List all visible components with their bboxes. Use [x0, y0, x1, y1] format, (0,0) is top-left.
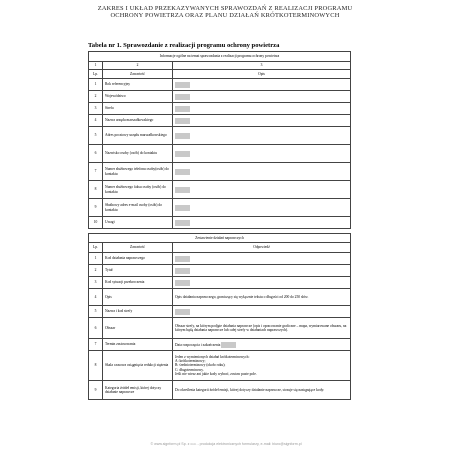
- column-number: 3: [173, 62, 351, 70]
- row-number: 9: [89, 381, 103, 400]
- table-row: [89, 127, 351, 145]
- row-label: Tytuł: [103, 265, 173, 277]
- row-number: 10: [89, 217, 103, 229]
- row-label: Termin zastosowania: [103, 339, 173, 351]
- table-row: [89, 115, 351, 127]
- row-number: 6: [89, 145, 103, 163]
- row-label: Nazwa i kod strefy: [103, 306, 173, 318]
- row-label: Numer służbowego telefonu osoby(osób) do kontaktu: [103, 163, 173, 181]
- input-field[interactable]: [175, 280, 190, 286]
- row-number: 2: [89, 91, 103, 103]
- row-number: 6: [89, 318, 103, 339]
- row-number: 1: [89, 79, 103, 91]
- input-field[interactable]: [221, 342, 236, 348]
- column-header-opis: Opis: [173, 70, 351, 79]
- table-row: [89, 79, 351, 91]
- column-header-odpowiedz: Odpowiedź: [173, 243, 351, 253]
- input-field[interactable]: [175, 133, 190, 139]
- input-field[interactable]: [175, 309, 190, 315]
- input-cell[interactable]: [173, 79, 351, 91]
- column-header-lp: Lp.: [89, 243, 103, 253]
- row-number: 1: [89, 253, 103, 265]
- row-number: 3: [89, 277, 103, 289]
- table-row: [89, 103, 351, 115]
- answer-cell[interactable]: Opis działania naprawczego, graniczący się wyłącznie tekstu o długości od 200 do 250 słów.: [173, 289, 351, 306]
- input-cell[interactable]: [173, 217, 351, 229]
- input-cell[interactable]: [173, 163, 351, 181]
- row-number: 8: [89, 351, 103, 381]
- input-field[interactable]: [175, 82, 190, 88]
- input-field[interactable]: [175, 205, 190, 211]
- report-info-table: [88, 51, 351, 229]
- row-number: 3: [89, 103, 103, 115]
- input-cell[interactable]: [173, 127, 351, 145]
- column-header-lp: Lp.: [89, 70, 103, 79]
- option-item: B: średnioterminowy (około roku);: [175, 363, 226, 368]
- table-row: [89, 163, 351, 181]
- row-label: Służbowy adres e-mail osoby (osób) do kontaktu: [103, 199, 173, 217]
- input-field[interactable]: [175, 151, 190, 157]
- row-label: Skala czasowa osiągnięcia redukcji stężenia: [103, 351, 173, 381]
- input-field[interactable]: [175, 187, 190, 193]
- input-cell[interactable]: [173, 145, 351, 163]
- answer-cell[interactable]: [173, 351, 351, 381]
- page-title-line-2: OCHRONY POWIETRZA ORAZ PLANU DZIAŁAŃ KRÓTKOTERMINOWYCH: [110, 12, 340, 19]
- row-number: 2: [89, 265, 103, 277]
- table-row: [89, 306, 351, 318]
- row-label: Kod działania naprawczego: [103, 253, 173, 265]
- row-label: Obszar: [103, 318, 173, 339]
- table-row: [89, 318, 351, 339]
- row-label: Nazwisko osoby (osób) do kontaktu: [103, 145, 173, 163]
- column-number: 1: [89, 62, 103, 70]
- input-field[interactable]: [175, 220, 190, 226]
- row-label: Opis: [103, 289, 173, 306]
- table-row: [89, 381, 351, 400]
- table-row: [89, 351, 351, 381]
- input-cell[interactable]: [173, 199, 351, 217]
- table-row: [89, 217, 351, 229]
- input-field[interactable]: [175, 94, 190, 100]
- page-title-line-1: ZAKRES I UKŁAD PRZEKAZYWANYCH SPRAWOZDAŃ Z REALIZACJI PROGRAMU: [97, 5, 353, 12]
- table-caption: Tabela nr 1. Sprawozdanie z realizacji programu ochrony powietrza: [88, 42, 280, 49]
- row-number: 4: [89, 115, 103, 127]
- row-label: Kod sytuacji przekroczenia: [103, 277, 173, 289]
- page-footer: © www.signform.pl Sp. z o.o. - produkcja elektronicznych formularzy, e-mail: biuro@signform.pl: [150, 442, 302, 446]
- table-row: [89, 199, 351, 217]
- input-cell[interactable]: [173, 103, 351, 115]
- table-row: [89, 277, 351, 289]
- row-number: 9: [89, 199, 103, 217]
- column-number: 2: [103, 62, 173, 70]
- table-row: [89, 91, 351, 103]
- row-number: 5: [89, 127, 103, 145]
- page-title: [80, 5, 370, 19]
- answer-cell[interactable]: [173, 339, 351, 351]
- row-label: Nazwa urzędu marszałkowskiego: [103, 115, 173, 127]
- option-item: C: długoterminowy.: [175, 367, 204, 372]
- option-item: Jeśli nie wiesz ani jakie kody wybrać, zostaw puste pole.: [175, 371, 257, 376]
- row-label: Adres pocztowy urzędu marszałkowskiego: [103, 127, 173, 145]
- input-cell[interactable]: [173, 265, 351, 277]
- table-row: [89, 253, 351, 265]
- column-header-zawartosc: Zawartość: [103, 70, 173, 79]
- input-cell[interactable]: [173, 91, 351, 103]
- table-row: [89, 289, 351, 306]
- table-row: [89, 265, 351, 277]
- row-label: Strefa: [103, 103, 173, 115]
- input-field[interactable]: [175, 106, 190, 112]
- answer-text: Data rozpoczęcia i zakończenia: [175, 342, 221, 347]
- row-label: Województwo: [103, 91, 173, 103]
- row-label: Rok referencyjny: [103, 79, 173, 91]
- row-number: 4: [89, 289, 103, 306]
- row-label: Kategoria źródeł emisji, której dotyczy działanie naprawcze: [103, 381, 173, 400]
- answer-text: Jeden z wymienionych działań krótkoterminowych:: [175, 354, 250, 359]
- report-info-table-header: Informacje ogólne na temat sprawozdania z realizacji programu ochrony powietrza: [89, 52, 351, 62]
- input-field[interactable]: [175, 268, 190, 274]
- input-cell[interactable]: [173, 181, 351, 199]
- input-cell[interactable]: [173, 253, 351, 265]
- row-number: 7: [89, 163, 103, 181]
- table-row: [89, 145, 351, 163]
- row-number: 7: [89, 339, 103, 351]
- remedial-actions-table-header: Zestawienie działań naprawczych: [89, 234, 351, 243]
- row-number: 8: [89, 181, 103, 199]
- table-row: [89, 181, 351, 199]
- row-number: 5: [89, 306, 103, 318]
- input-cell[interactable]: [173, 115, 351, 127]
- input-field[interactable]: [175, 256, 190, 262]
- input-field[interactable]: [175, 118, 190, 124]
- input-cell[interactable]: [173, 306, 351, 318]
- answer-cell[interactable]: Obszar strefy, na którym podjęte działania naprawcze (opis i opracowanie graficzne – mapa, wymiarowane obszaru, na którym będą działania naprawcze lub całej strefy w działaniach naprawczych).: [173, 318, 351, 339]
- row-label: Uwagi: [103, 217, 173, 229]
- input-field[interactable]: [175, 169, 190, 175]
- remedial-actions-table: [88, 233, 351, 400]
- answer-cell[interactable]: Do określenia kategorii źródeł emisji, której dotyczy działanie naprawcze, stosuje się następujące kody:: [173, 381, 351, 400]
- option-item: A: krótkoterminowy;: [175, 359, 206, 364]
- table-row: [89, 339, 351, 351]
- row-label: Numer służbowego faksu osoby (osób) do kontaktu: [103, 181, 173, 199]
- input-cell[interactable]: [173, 277, 351, 289]
- column-header-zawartosc: Zawartość: [103, 243, 173, 253]
